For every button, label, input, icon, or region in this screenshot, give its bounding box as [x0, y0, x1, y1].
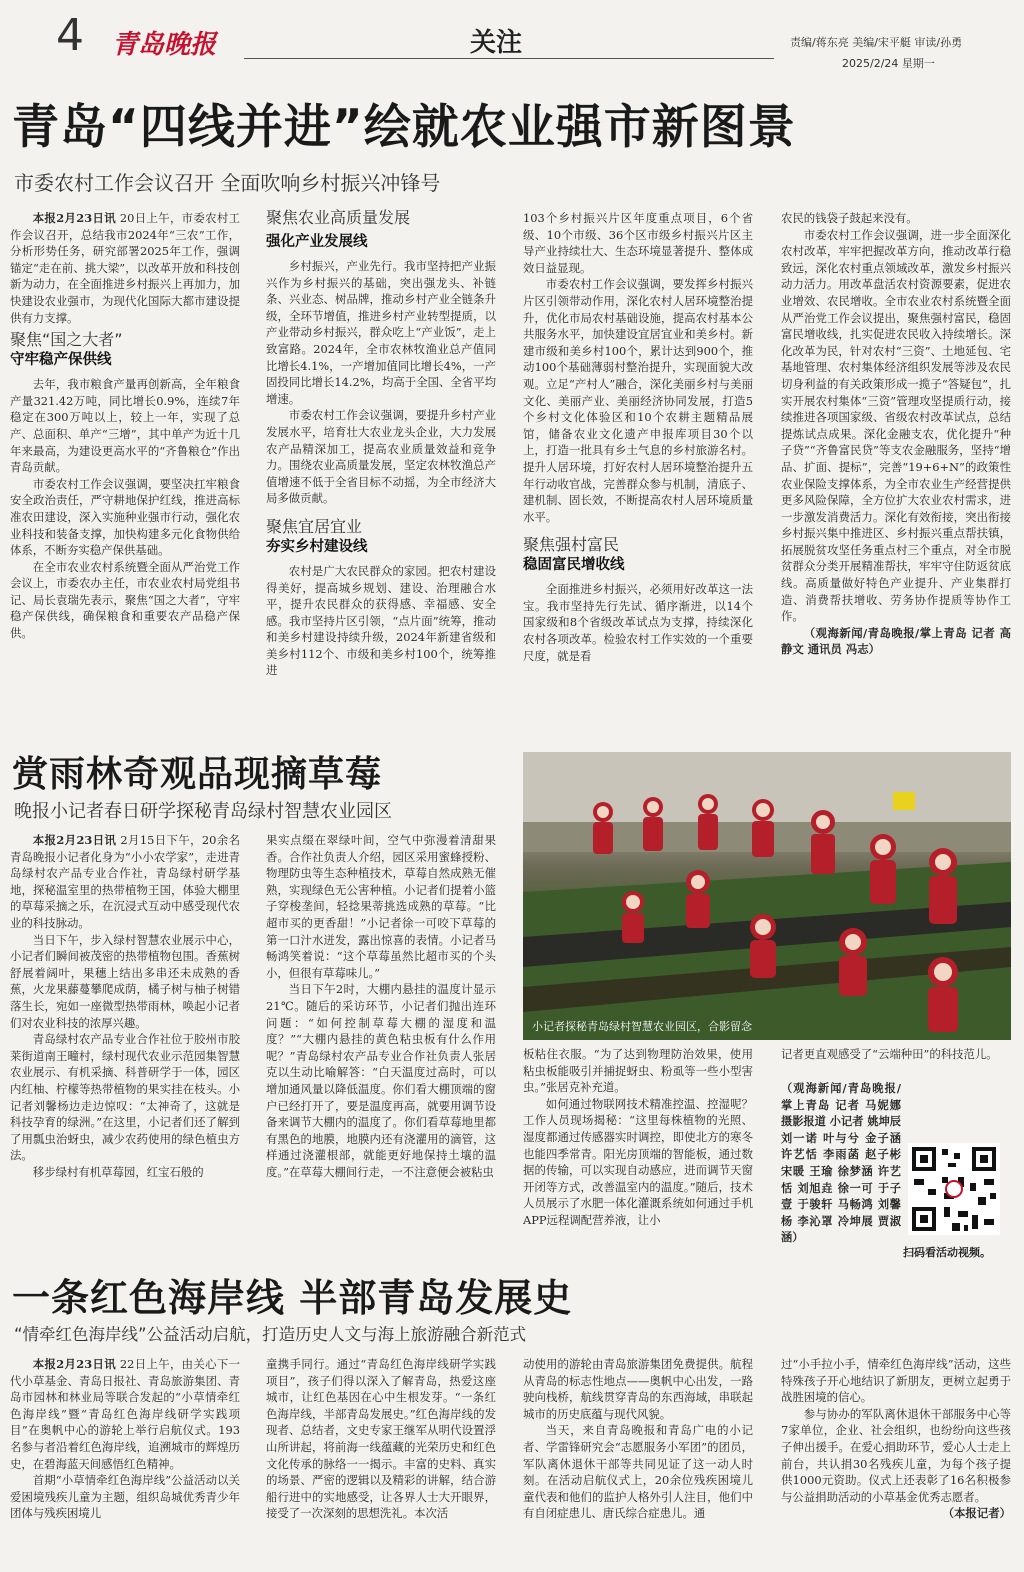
paragraph: 在全市农业农村系统暨全面从严治党工作会议上，市委农办主任，市农业农村局党组书记、局长袁瑞先表示，聚焦“国之大者”，守牢稳产保供线，确保粮食和重要农产品稳产保供。 [10, 559, 240, 641]
paragraph: 当日下午2时，大棚内悬挂的温度计显示21℃。随后的采访环节，小记者们抛出连环问题：“如何控制草莓大棚的湿度和温度？”“大棚内悬挂的黄色粘虫板有什么作用呢？”青岛绿村农产品专业合作社负责人张居克以生动比喻解答：“白天温度过高时，可以增加通风量以降低温度。你们看大棚顶端的窗户已经打开了，要是温度再高，就要用调节设备来调节大棚内的温度了。你们看草莓地里都有黑色的地膜，地膜内还有浇灌用的滴管，这样通过浇灌根部，就能更好地保持土壤的温度。”在草莓大棚间行走，一不注意便会被粘虫 [266, 982, 496, 1179]
article1-kicker-1: 聚焦“国之大者” [10, 330, 123, 350]
editor-credits: 责编/蒋东亮 美编/宋平艇 审读/孙勇 [790, 36, 963, 49]
article1-kicker-1-sub: 守牢稳产保供线 [10, 352, 112, 369]
paragraph: 参与协办的军队离休退休干部服务中心等7家单位，企业、社会组织，也纷纷向这些孩子伸出援手。在爱心捐助环节，爱心人士走上前台，共认捐30名残疾儿童，为每个孩子提供1000元资助。仪式上还表彰了16名积极参与公益捐助活动的小草基金优秀志愿者。 [781, 1406, 1011, 1504]
article1-kicker-3-sub: 夯实乡村建设线 [266, 538, 368, 555]
article1-credit: （观海新闻/青岛晚报/掌上青岛 记者 高静文 通讯员 冯志） [781, 625, 1011, 657]
article2-subheadline: 晚报小记者春日研学探秘青岛绿村智慧农业园区 [14, 801, 392, 822]
qr-caption: 扫码看活动视频。 [903, 1246, 991, 1259]
paragraph: 20日上午，市委农村工作会议召开，总结我市2024年“三农”工作，分析形势任务，研究部署2025年工作，强调锚定“走在前、挑大梁”，以改革开放和科技创新为动力，在全面推进乡村振兴上再加力，加快建设农业强市，为现代化国际大都市建设提供有力支撑。 [10, 211, 240, 325]
paragraph: 果实点缀在翠绿叶间，空气中弥漫着清甜果香。合作社负责人介绍，园区采用蜜蜂授粉、物理防虫等生态种植技术，草莓自然成熟无催熟，实现绿色无公害种植。小记者们提着小篮子穿梭垄间，轻捻果蒂挑选成熟的草莓。“比超市买的更香甜！”小记者徐一可咬下草莓的第一口汁水迸发，露出惊喜的表情。小记者马畅鸿笑着说：“这个草莓虽然比超市买的个头小，但很有草莓味儿。” [266, 833, 496, 980]
article2-photo [523, 752, 1011, 1040]
article1-column-1 [10, 210, 240, 730]
article2-column-3 [523, 1046, 753, 1252]
article1-dateline: 本报2月23日讯 [32, 211, 116, 225]
paragraph: 市委农村工作会议强调，进一步全面深化农村改革，牢牢把握改革方向，推动改革行稳致远，深化农村重点领域改革，激发乡村振兴动力活力。用改革盘活农村资源要素，促进农业增效、农民增收。全市农业农村系统暨全面从严治党工作会议提出，聚焦强村富民，稳固富民增收线，扎实促进农民收入持续增长。深化改革为民，针对农村“三资”、土地延包、宅基地管理、农村集体经济组织发展等涉及农民切身利益的有关政策形成一揽子“答疑包”，扎实开展农村集体“三资”管理攻坚提质行动，接续推进各项国家级、省级农村改革试点，总结提炼试点成果。深化金融支农，优化提升“种子贷”“齐鲁富民贷”等支农金融服务，坚持“增品、扩面、提标”，完善“19+6+N”的政策性农业保险支撑体系，为全市农业生产经营提供更多风险保障，全方位扩大农业农村需求，进一步激发消费活力。深化有效衔接，突出衔接乡村振兴集中推进区、乡村振兴重点帮扶镇，拓展脱贫攻坚任务重点村三个重点，对全市脱贫群众分类开展精准帮扶，牢牢守住防返贫底线。高质量做好特色产业提升、产业集群打造、消费帮扶增收、劳务协作提质等协作工作。 [781, 227, 1011, 624]
paragraph: 当天，来自青岛晚报和青岛广电的小记者、学雷锋研究会“志愿服务小军团”的团员，军队离休退休干部等共同见证了这一动人时刻。在活动启航仪式上，20余位残疾困境儿童代表和他们的监护人格外引人注目，他们中有自闭症患儿、唐氏综合症患儿。通 [523, 1423, 753, 1521]
paragraph: 全面推进乡村振兴，必须用好改革这一法宝。我市坚持先行先试、循序渐进，以14个国家级和8个省级改革试点为支撑，持续深化农村各项改革。检验农村工作实效的一个重要尺度，就是看 [523, 582, 753, 663]
article3-column-3 [523, 1356, 753, 1568]
paragraph: 当日下午，步入绿村智慧农业展示中心，小记者们瞬间被茂密的热带植物包围。香蕉树舒展着阔叶，果穗上结出多串还未成熟的香蕉，火龙果藤蔓攀爬成荫，橘子树与柚子树错落生长，宛如一座微型热带雨林，唤起小记者们对农业科技的浓厚兴趣。 [10, 932, 240, 1030]
paragraph: 乡村振兴，产业先行。我市坚持把产业振兴作为乡村振兴的基础，突出强龙头、补链条、兴业态、树品牌，推动乡村产业全链条升级，全环节增值，推进乡村产业转型提质，以产业带动乡村振兴，群众吃上“产业饭”，走上致富路。2024年，全市农林牧渔业总产值同比增长4.1%，一产增加值同比增长4%，一产固投同比增长14.2%，均高于全国、全省平均增速。 [266, 259, 496, 406]
article1-kicker-4: 聚焦强村富民 [523, 535, 620, 555]
paragraph: 首期“小草情牵红色海岸线”公益活动以关爱困境残疾儿童为主题，组织岛城优秀青少年团体与残疾困境儿 [10, 1473, 240, 1521]
paragraph: 2月15日下午，20余名青岛晚报小记者化身为“小小农学家”，走进青岛绿村农产品专业合作社，青岛绿村研学基地，探秘温室里的热带植物王国，体验大棚里的草莓采摘之乐，在沉浸式互动中感受现代农业的科技脉动。 [10, 833, 240, 930]
article1-headline: 青岛“四线并进”绘就农业强市新图景 [12, 100, 796, 155]
paragraph: 103个乡村振兴片区年度重点项目，6个省级、10个市级、36个区市级乡村振兴片区主导产业持续壮大、生态环境显著提升、整体成效日益显现。 [523, 211, 753, 275]
article3-column-1 [10, 1356, 240, 1568]
paragraph: 童携手同行。通过“青岛红色海岸线研学实践项目”，孩子们得以深入了解青岛，热爱这座城市，让红色基因在心中生根发芽。“一条红色海岸线，半部青岛发展史。”红色海岸线的发现者、总结者，文史专家王继军从明代设置浮山所讲起，将前海一线蕴藏的光荣历史和红色文化传承的脉络一一揭示。丰富的史料、真实的场景、严密的逻辑以及精彩的讲解，结合游船行进中的实地感受，让各界人士大开眼界，接受了一次深刻的思想洗礼。本次活 [266, 1357, 496, 1521]
article1-column-3 [523, 210, 753, 730]
paragraph: 青岛绿村农产品专业合作社位于胶州市胶莱街道南王疃村，绿村现代农业示范园集智慧农业展示、有机采摘、科普研学于一体，园区内红柚、柠檬等热带植物的果实挂在枝头。小记者刘馨杨边走边惊叹：“太神奇了，这就是科技孕育的绿洲。”在这里，小记者们还了解到了用瓢虫治蚜虫，减少农药使用的绿色植虫方法。 [10, 1032, 240, 1163]
article2-column-1 [10, 832, 240, 1252]
newspaper-logo: 青岛晚报 [112, 30, 217, 60]
article1-kicker-4-sub: 稳固富民增收线 [523, 557, 625, 574]
article1-column-4 [781, 210, 1011, 730]
article2-credits [781, 1080, 901, 1252]
paragraph: 移步绿村有机草莓园，红宝石般的 [32, 1164, 204, 1179]
article2-column-4-lead [781, 1046, 1011, 1070]
paragraph: 去年，我市粮食产量再创新高，全年粮食产量321.42万吨，同比增长0.9%，连续7年稳定在300万吨以上，较上一年，实现了总产、总面积、单产“三增”，其中单产为近十几年来最高，为建设更高水平的“齐鲁粮仓”作出青岛贡献。 [10, 377, 240, 475]
paragraph: 动使用的游轮由青岛旅游集团免费提供。航程从青岛的标志性地点——奥帆中心出发，一路驶向栈桥，航线贯穿青岛的东西海域，串联起城市的历史底蕴与现代风貌。 [523, 1357, 753, 1421]
issue-date: 2025/2/24 星期一 [842, 57, 935, 70]
photo-caption: 小记者探秘青岛绿村智慧农业园区，合影留念 [532, 1020, 752, 1033]
article1-kicker-2-sub: 强化产业发展线 [266, 234, 368, 250]
article2-headline: 赏雨林奇观品现摘草莓 [12, 754, 383, 795]
article1-kicker-3: 聚焦宜居宜业 [266, 516, 363, 536]
paragraph: 过“小手拉小手，情牵红色海岸线”活动，这些特殊孩子开心地结识了新朋友，更树立起勇于战胜困境的信心。 [781, 1357, 1011, 1405]
paragraph: 市委农村工作会议强调，要发挥乡村振兴片区引领带动作用，深化农村人居环境整治提升，优化市局农村基础设施，提高农村基本公共服务水平，加快建设宜居宜业和美乡村。新建市级和美乡村100个，累计达到900个，推动100个基础薄弱村整治提升，实现面貌大改观。立足“产村人”融合，深化美丽乡村与美丽文化、美丽产业、美丽经济协同发展，打造5个乡村文化体验区和10个农耕主题精品展馆，储备农业文化遗产申报库项目30个以上，打造一批具有乡土气息的乡村旅游名村。提升人居环境，打好农村人居环境整治提升五年行动收官战，完善群众参与机制，清底子、建机制、固长效，不断提高农村人居环境质量水平。 [523, 277, 753, 524]
section-title: 关注 [470, 28, 523, 58]
student-reporter-names: 姚坤辰 刘一诺 叶与兮 金子涵 许艺恬 李雨菡 赵子彬 宋暖 王瑜 徐梦涵 许艺恬 刘旭垚 徐一可 于子壹 于骏轩 马畅鸿 刘馨杨 李沁罩 冷坤展 贾淑涵） [781, 1114, 901, 1245]
paragraph: 农民的钱袋子鼓起来没有。 [781, 211, 918, 225]
qr-code-icon [908, 1143, 1000, 1235]
article1-column-2 [266, 208, 496, 730]
qr-code[interactable] [908, 1143, 1000, 1235]
paragraph: 市委农村工作会议强调，要提升乡村产业发展水平，培育壮大农业龙头企业，大力发展农产品精深加工，提高农业质量效益和竞争力。围绕农业高质量发展，坚定农林牧渔总产值增速不低于全省目标不动摇，为全市经济大局多做贡献。 [266, 408, 496, 506]
article3-column-2 [266, 1356, 496, 1568]
article3-subheadline: “情牵红色海岸线”公益活动启航，打造历史人文与海上旅游融合新范式 [14, 1325, 527, 1344]
page-number: 4 [56, 10, 84, 61]
paragraph: 市委农村工作会议强调，要坚决扛牢粮食安全政治责任，严守耕地保护红线，推进高标准农田建设，深入实施种业强市行动，强化农业科技和装备支撑，加快构建多元化食物供给体系，不断夯实稳产保供基础。 [10, 476, 240, 558]
article3-dateline: 本报2月23日讯 [32, 1357, 116, 1371]
credit-lead: （观海新闻/青岛晚报/掌上青岛 记者 马妮娜 摄影报道 小记者 [781, 1081, 901, 1129]
paragraph: 22日上午，由关心下一代小草基金、青岛日报社、青岛旅游集团、青岛市园林和林业局等联合发起的“小草情牵红色海岸线”暨“青岛红色海岸线研学实践项目”在奥帆中心的游轮上举行启航仪式。193名参与者沿着红色海岸线，追溯城市的辉煌历史，在碧海蓝天间感悟红色精神。 [10, 1357, 240, 1471]
article1-subheadline: 市委农村工作会议召开 全面吹响乡村振兴冲锋号 [14, 171, 441, 195]
article2-dateline: 本报2月23日讯 [32, 833, 117, 847]
article2-column-2 [266, 832, 496, 1252]
paragraph: 板粘住衣服。“为了达到物理防治效果，使用粘虫板能吸引并捕捉蚜虫、粉虱等一些小型害虫。”张居克补充道。 [523, 1047, 753, 1095]
group-photo-illustration [523, 752, 1011, 1040]
article3-column-4 [781, 1356, 1011, 1568]
paragraph: 如何通过物联网技术精准控温、控湿呢？工作人员现场揭秘：“这里每株植物的光照、湿度都通过传感器实时调控，即使北方的寒冬也能四季常青。阳光房顶端的智能板，通过数据的传输，可以实现自动感应，进而调节天窗开闭等方式，改善温室内的温度。”随后，技术人员展示了水肥一体化灌溉系统如何通过手机APP远程调配营养液，让小 [523, 1096, 753, 1227]
article3-credit: （本报记者） [942, 1506, 1011, 1521]
paragraph: 记者更直观感受了“云端种田”的科技范儿。 [781, 1047, 998, 1061]
article1-kicker-2: 聚焦农业高质量发展 [266, 208, 411, 227]
paragraph: 农村是广大农民群众的家园。把农村建设得美好，提高城乡规划、建设、治理融合水平，提升农民群众的获得感、幸福感、安全感。我市坚持片区引领，“点片面”统筹，推动和美乡村建设持续升级，2024年新建省级和美乡村112个、市级和美乡村100个，统筹推进 [266, 563, 496, 678]
article3-headline: 一条红色海岸线 半部青岛发展史 [12, 1276, 573, 1320]
